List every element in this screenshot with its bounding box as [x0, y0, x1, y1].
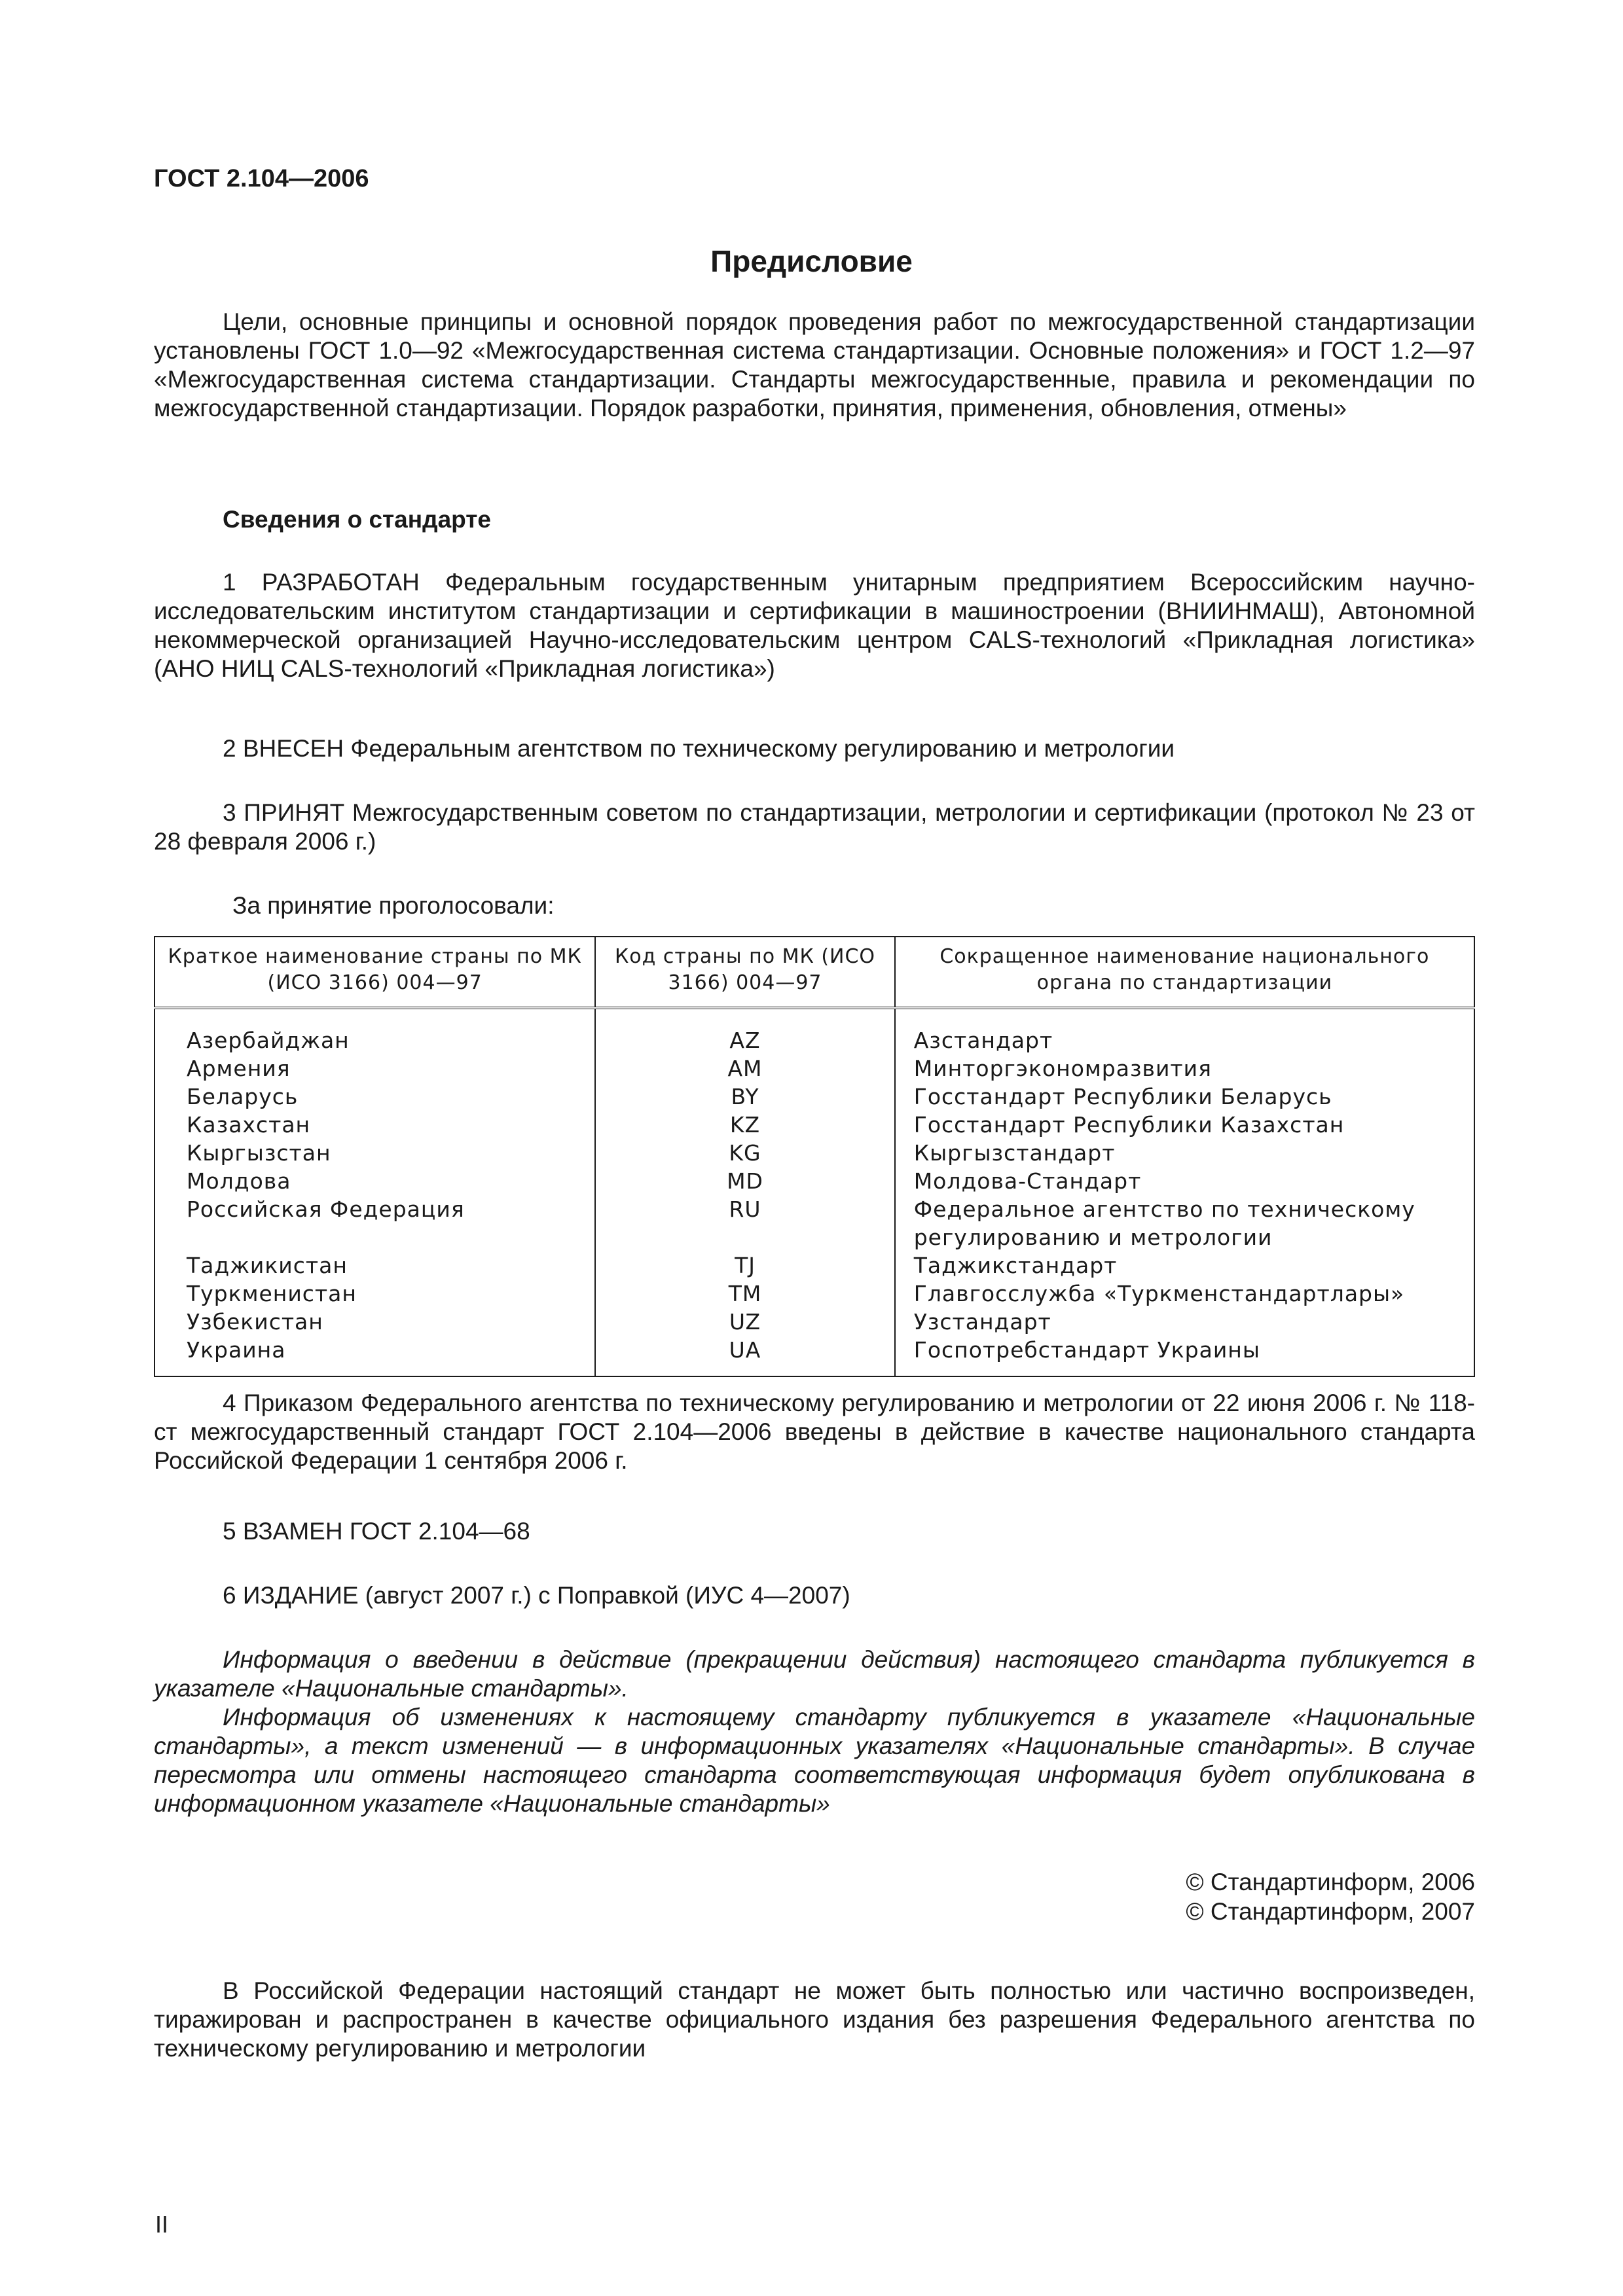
body-cell: Кыргызстандарт	[895, 1139, 1474, 1167]
body-cell: Федеральное агентство по техническому регулированию и метрологии	[895, 1195, 1474, 1251]
column-header-body: Сокращенное наименование национального органа по стандартизации	[895, 937, 1474, 1008]
code-cell: MD	[595, 1167, 894, 1195]
code-cell: UZ	[595, 1308, 894, 1336]
body-cell: Узстандарт	[895, 1308, 1474, 1336]
body-cell: Азстандарт	[895, 1008, 1474, 1054]
copyright-line: © Стандартинформ, 2007	[1186, 1898, 1475, 1925]
country-cell: Российская Федерация	[155, 1195, 595, 1251]
country-cell: Кыргызстан	[155, 1139, 595, 1167]
item-adopted: 3 ПРИНЯТ Межгосударственным советом по стандартизации, метрологии и сертификации (протокол № 23 от 28 февраля 2006 г.)	[154, 799, 1475, 855]
page-number: II	[155, 2211, 169, 2238]
item-replaces: 5 ВЗАМЕН ГОСТ 2.104—68	[223, 1518, 530, 1545]
body-cell: Минторгэкономразвития	[895, 1054, 1474, 1083]
item-edition: 6 ИЗДАНИЕ (август 2007 г.) с Поправкой (ИУС 4—2007)	[223, 1582, 850, 1609]
table-row	[155, 1054, 1474, 1083]
table-row	[155, 1111, 1474, 1139]
section-heading: Сведения о стандарте	[223, 506, 491, 533]
code-cell: AM	[595, 1054, 894, 1083]
page-title: Предисловие	[710, 244, 913, 278]
table-row	[155, 1139, 1474, 1167]
column-header-country: Краткое наименование страны по МК (ИСО 3166) 004—97	[155, 937, 595, 1008]
country-cell: Узбекистан	[155, 1308, 595, 1336]
body-cell: Молдова-Стандарт	[895, 1167, 1474, 1195]
item-order: 4 Приказом Федерального агентства по техническому регулированию и метрологии от 22 июня 2006 г. № 118-ст межгосударственный стандарт ГОСТ 2.104—2006 введены в действие в качестве национального стандарта Российской Федерации 1 сентября 2006 г.	[154, 1390, 1475, 1474]
code-cell: UA	[595, 1336, 894, 1376]
item-developed: 1 РАЗРАБОТАН Федеральным государственным унитарным предприятием Всероссийским научно-исследовательским институтом стандартизации и сертификации в машиностроении (ВНИИНМАШ), Автономной некоммерческой организацией Научно-исследовательским центром CALS-технологий «Прикладная логистика» (АНО НИЦ CALS-технологий «Прикладная логистика»)	[154, 569, 1475, 682]
voted-label: За принятие проголосовали:	[232, 892, 555, 919]
document-code: ГОСТ 2.104—2006	[154, 165, 369, 192]
column-header-code: Код страны по МК (ИСО 3166) 004—97	[595, 937, 894, 1008]
copyright-block	[1186, 1867, 1475, 1926]
table-row	[155, 1336, 1474, 1376]
table-row	[155, 1251, 1474, 1280]
table-row	[155, 1280, 1474, 1308]
info-paragraph-1: Информация о введении в действие (прекращении действия) настоящего стандарта публикуется в указателе «Национальные стандарты».	[154, 1646, 1475, 1702]
table-row	[155, 1083, 1474, 1111]
table-row	[155, 1008, 1474, 1054]
code-cell: KZ	[595, 1111, 894, 1139]
table-row	[155, 1308, 1474, 1336]
country-cell: Туркменистан	[155, 1280, 595, 1308]
code-cell: RU	[595, 1195, 894, 1251]
country-cell: Армения	[155, 1054, 595, 1083]
country-cell: Таджикистан	[155, 1251, 595, 1280]
body-cell: Госстандарт Республики Беларусь	[895, 1083, 1474, 1111]
body-cell: Таджикстандарт	[895, 1251, 1474, 1280]
code-cell: TJ	[595, 1251, 894, 1280]
country-cell: Беларусь	[155, 1083, 595, 1111]
table-row	[155, 1195, 1474, 1251]
body-cell: Госстандарт Республики Казахстан	[895, 1111, 1474, 1139]
table-header-row	[155, 937, 1474, 1008]
reproduction-notice: В Российской Федерации настоящий стандарт не может быть полностью или частично воспроизведен, тиражирован и распространен в качестве официального издания без разрешения Федерального агентства по техническому регулированию и метрологии	[154, 1977, 1475, 2062]
copyright-line: © Стандартинформ, 2006	[1186, 1869, 1475, 1895]
table-row	[155, 1167, 1474, 1195]
country-cell: Азербайджан	[155, 1008, 595, 1054]
code-cell: TM	[595, 1280, 894, 1308]
body-cell: Госпотребстандарт Украины	[895, 1336, 1474, 1376]
country-cell: Украина	[155, 1336, 595, 1376]
code-cell: BY	[595, 1083, 894, 1111]
code-cell: AZ	[595, 1008, 894, 1054]
country-cell: Казахстан	[155, 1111, 595, 1139]
voting-table	[154, 936, 1475, 1377]
info-paragraph-2: Информация об изменениях к настоящему стандарту публикуется в указателе «Национальные стандарты», а текст изменений — в информационных указателях «Национальные стандарты». В случае пересмотра или отмены настоящего стандарта соответствующая информация будет опубликована в информационном указателе «Национальные стандарты»	[154, 1704, 1475, 1817]
body-cell: Главгосслужба «Туркменстандартлары»	[895, 1280, 1474, 1308]
code-cell: KG	[595, 1139, 894, 1167]
intro-paragraph: Цели, основные принципы и основной порядок проведения работ по межгосударственной стандартизации установлены ГОСТ 1.0—92 «Межгосударственная система стандартизации. Основные положения» и ГОСТ 1.2—97 «Межгосударственная система стандартизации. Стандарты межгосударственные, правила и рекомендации по межгосударственной стандартизации. Порядок разработки, принятия, применения, обновления, отмены»	[154, 308, 1475, 422]
item-introduced: 2 ВНЕСЕН Федеральным агентством по техническому регулированию и метрологии	[223, 735, 1175, 762]
country-cell: Молдова	[155, 1167, 595, 1195]
